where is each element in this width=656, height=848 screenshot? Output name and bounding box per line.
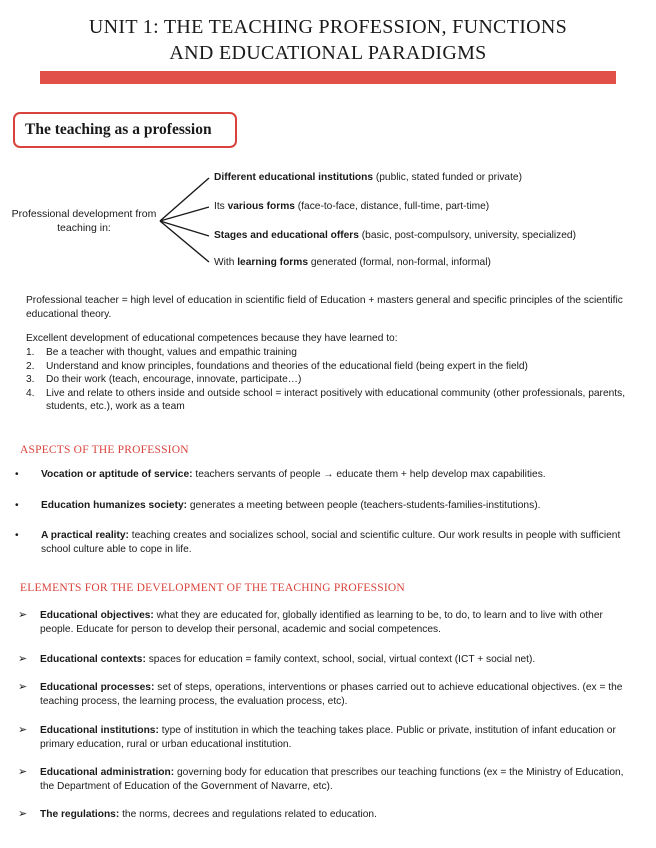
list-item: ➢ The regulations: the norms, decrees and regulations related to education. xyxy=(18,808,377,820)
list-item: ➢ Educational institutions: type of institution in which the teaching takes place. Public or private, institution of infant education or primary education, rural or urban educational institution. xyxy=(18,724,616,750)
list-item: • Vocation or aptitude of service: teachers servants of people → educate them + help develop max capabilities. xyxy=(15,469,546,480)
arrow-bullet-icon: ➢ xyxy=(18,766,28,778)
elements-heading: ELEMENTS FOR THE DEVELOPMENT OF THE TEACHING PROFESSION xyxy=(20,582,405,594)
competences-list xyxy=(26,346,626,414)
list-item: ➢ Educational objectives: what they are educated for, globally identified as learning to be, to do, to learn and to live with other people. Educate for person to develop their personal, academic and social competences. xyxy=(18,609,603,635)
list-item: • A practical reality: teaching creates and socializes school, social and scientific culture. Our work results in people with sufficient school culture able to cope in life. xyxy=(15,530,621,555)
list-item: 2. Understand and know principles, foundations and theories of the educational field (being expert in the field) xyxy=(26,360,528,372)
list-item: ➢ Educational contexts: spaces for education = family context, school, social, virtual context (ICT + social net). xyxy=(18,653,536,665)
professional-development-label: Professional development from teaching in: xyxy=(11,208,157,234)
list-item: ➢ Educational processes: set of steps, operations, interventions or phases carried out to achieve educational objectives. (ex = the teaching process, the learning process, the evaluation process, etc). xyxy=(18,681,623,707)
arrow-bullet-icon: ➢ xyxy=(18,609,28,621)
section-title-box: The teaching as a profession xyxy=(13,112,237,148)
arrow-bullet-icon: ➢ xyxy=(18,653,28,665)
branch-line-4 xyxy=(160,221,209,262)
professional-teacher-paragraph: Professional teacher = high level of education in scientific field of Education + masters general and specific principles of the scientific educational theory. xyxy=(26,295,623,320)
branch-item: With learning forms generated (formal, non-formal, informal) xyxy=(214,257,491,268)
list-item: • Education humanizes society: generates a meeting between people (teachers-students-families-institutions). xyxy=(15,500,541,511)
competences-intro: Excellent development of educational competences because they have learned to: xyxy=(26,333,398,344)
arrow-bullet-icon: ➢ xyxy=(18,808,28,820)
branch-item: Stages and educational offers (basic, post-compulsory, university, specialized) xyxy=(214,230,576,241)
arrow-bullet-icon: ➢ xyxy=(18,724,28,736)
list-item: 3. Do their work (teach, encourage, innovate, participate…) xyxy=(26,374,302,386)
list-item: 1. Be a teacher with thought, values and empathic training xyxy=(26,347,297,358)
page-title-line-1: UNIT 1: THE TEACHING PROFESSION, FUNCTIONS xyxy=(88,16,568,38)
list-item: ➢ Educational administration: governing body for education that prescribes our teaching functions (ex = the Ministry of Education, the Department of Education of the Government of Navarre, etc). xyxy=(18,766,624,792)
branch-item: Its various forms (face-to-face, distance, full-time, part-time) xyxy=(214,201,490,212)
list-item: 4. Live and relate to others inside and outside school = interact positively with educational community (other professionals, parents, students, etc.), work as a team xyxy=(26,387,626,413)
arrow-bullet-icon: ➢ xyxy=(18,681,28,693)
page-title-line-2: AND EDUCATIONAL PARADIGMS xyxy=(169,42,487,64)
branch-item: Different educational institutions (public, stated funded or private) xyxy=(214,172,522,183)
aspects-heading: ASPECTS OF THE PROFESSION xyxy=(20,444,189,456)
branch-line-3 xyxy=(160,221,209,236)
